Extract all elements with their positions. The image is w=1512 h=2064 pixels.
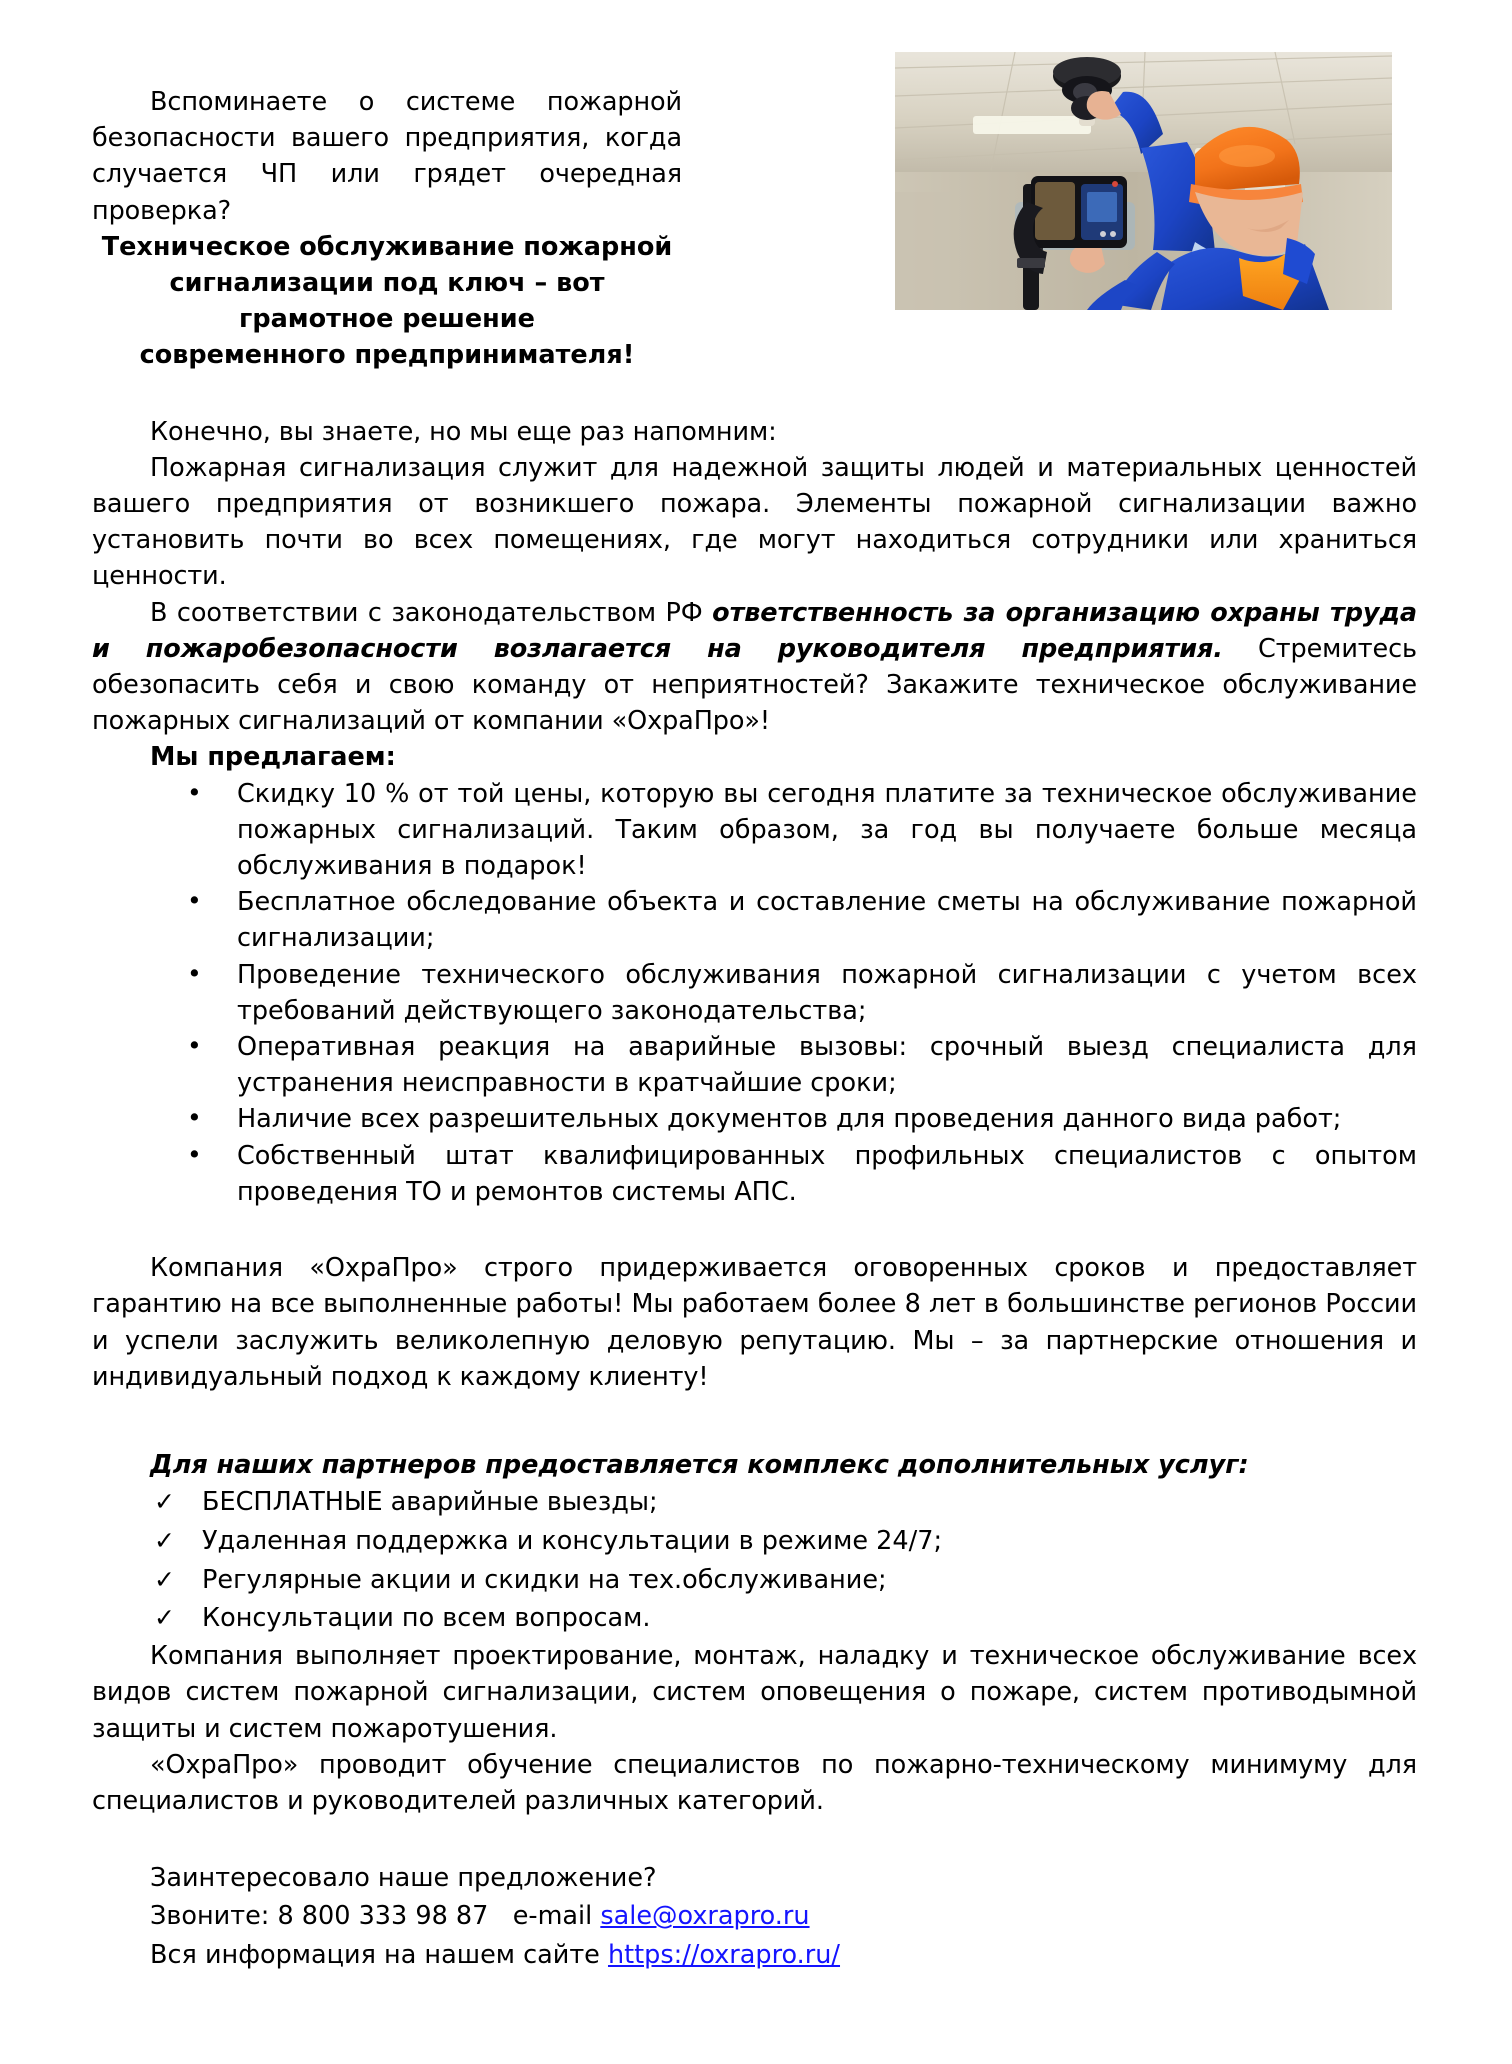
spacer — [92, 1210, 1417, 1250]
contact-phone-line — [150, 1897, 1417, 1935]
services-training-paragraph: «ОхраПро» проводит обучение специалистов по пожарно-техническому минимуму для специалистов и руководителей различных категорий. — [92, 1749, 1417, 1816]
offer-list — [92, 776, 1417, 1210]
list-item: ✓ Консультации по всем вопросам. — [92, 1599, 1417, 1638]
spacer — [92, 1395, 1417, 1447]
reminder-paragraph: Конечно, вы знаете, но мы еще раз напомним: — [150, 416, 777, 447]
site-label: Вся информация на нашем сайте — [150, 1939, 600, 1970]
headline-line-2: сигнализации под ключ – вот грамотное решение — [169, 268, 605, 335]
contacts-block — [92, 1859, 1417, 1974]
email-link[interactable]: sale@oxrapro.ru — [600, 1901, 810, 1932]
headline-block — [92, 229, 682, 374]
law-text-post: Стремитесь обезопасить себя и свою команду от неприятностей? Закажите техническое обслуживание пожарных сигнализаций от компании «ОхраПро»! — [92, 633, 1417, 737]
spacer — [92, 374, 1417, 414]
contact-cta: Заинтересовало наше предложение? — [150, 1863, 657, 1894]
list-item: • Проведение технического обслуживания пожарной сигнализации с учетом всех требований действующего законодательства; — [92, 957, 1417, 1029]
partners-list — [92, 1483, 1417, 1638]
list-item: ✓ БЕСПЛАТНЫЕ аварийные выезды; — [92, 1483, 1417, 1522]
list-item: • Скидку 10 % от той цены, которую вы сегодня платите за техническое обслуживание пожарных сигнализаций. Таким образом, за год вы получаете больше месяца обслуживания в подарок! — [92, 776, 1417, 885]
headline-line-3: современного предпринимателя! — [139, 340, 635, 371]
partners-heading: Для наших партнеров предоставляется комплекс дополнительных услуг: — [150, 1449, 1249, 1480]
spacer — [92, 1819, 1417, 1859]
list-item: • Оперативная реакция на аварийные вызовы: срочный выезд специалиста для устранения неисправности в кратчайшие сроки; — [92, 1029, 1417, 1101]
law-text-emphasis: ответственность за организацию охраны труда и пожаробезопасности возлагается на руководителя предприятия. — [92, 597, 1418, 664]
headline-line-1: Техническое обслуживание пожарной — [101, 231, 673, 262]
contact-site-line — [150, 1936, 1417, 1974]
guarantee-paragraph: Компания «ОхраПро» строго придерживается оговоренных сроков и предоставляет гарантию на все выполненные работы! Мы работаем более 8 лет в большинстве регионов России и успели заслужить великолепную деловую репутацию. Мы – за партнерские отношения и индивидуальный подход к каждому клиенту! — [92, 1253, 1417, 1392]
intro-paragraph: Вспоминаете о системе пожарной безопасности вашего предприятия, когда случается ЧП или грядет очередная проверка? — [92, 87, 682, 226]
services-scope-paragraph: Компания выполняет проектирование, монтаж, наладку и техническое обслуживание всех видов систем пожарной сигнализации, систем оповещения о пожаре, систем противодымной защиты и систем пожаротушения. — [92, 1641, 1417, 1744]
law-paragraph — [92, 595, 1417, 740]
document-content — [92, 84, 1417, 1974]
law-text-pre: В соответствии с законодательством РФ — [150, 597, 713, 628]
list-item: • Бесплатное обследование объекта и составление сметы на обслуживание пожарной сигнализации; — [92, 884, 1417, 956]
offer-heading: Мы предлагаем: — [150, 742, 396, 773]
phone-number: Звоните: 8 800 333 98 87 — [150, 1901, 489, 1932]
list-item: • Наличие всех разрешительных документов для проведения данного вида работ; — [92, 1101, 1417, 1137]
protection-paragraph: Пожарная сигнализация служит для надежной защиты людей и материальных ценностей вашего предприятия от возникшего пожара. Элементы пожарной сигнализации важно установить почти во всех помещениях, где могут находиться сотрудники или храниться ценности. — [92, 452, 1417, 592]
list-item: ✓ Удаленная поддержка и консультации в режиме 24/7; — [92, 1522, 1417, 1561]
list-item: • Собственный штат квалифицированных профильных специалистов с опытом проведения ТО и ремонтов системы АПС. — [92, 1138, 1417, 1210]
email-label: e-mail — [512, 1901, 593, 1932]
list-item: ✓ Регулярные акции и скидки на тех.обслуживание; — [92, 1561, 1417, 1600]
website-link[interactable]: https://oxrapro.ru/ — [607, 1939, 841, 1970]
